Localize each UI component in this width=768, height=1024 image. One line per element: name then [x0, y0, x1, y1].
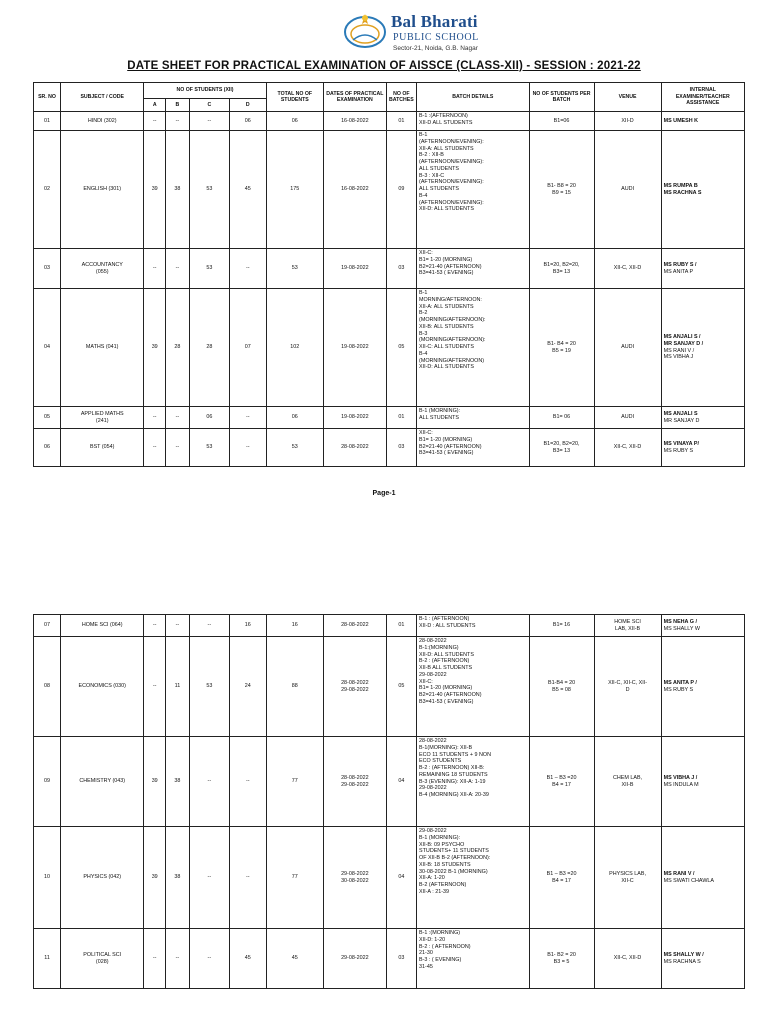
examiner-name: MS VINAYA P/: [663, 440, 699, 447]
cell-a: --: [144, 615, 166, 637]
cell-total: 16: [266, 615, 323, 637]
examiner-name: MS ANITA P /: [663, 679, 697, 686]
examiner-assistant: MS RACHNA S: [663, 958, 701, 965]
cell-subject: POLITICAL SCI (028): [61, 929, 144, 989]
cell-total: 88: [266, 637, 323, 737]
cell-sr: 09: [34, 737, 61, 827]
cell-examiner: [661, 289, 744, 407]
col-sec-d: D: [229, 99, 266, 112]
examiner-name: MS RUBY S /: [663, 261, 697, 268]
school-address: Sector-21, Noida, G.B. Nagar: [393, 45, 478, 52]
examiner-assistant: MS INDULA M: [663, 781, 699, 788]
cell-c: 53: [189, 249, 229, 289]
col-venue: VENUE: [594, 83, 661, 112]
cell-d: --: [229, 407, 266, 429]
cell-b: --: [166, 429, 190, 467]
cell-examiner: [661, 827, 744, 929]
cell-per-batch: B1=20, B2=20, B3= 13: [529, 429, 594, 467]
cell-batches: 09: [386, 131, 416, 249]
cell-total: 53: [266, 429, 323, 467]
cell-batches: 01: [386, 615, 416, 637]
cell-details: XII-C: B1= 1-20 (MORNING) B2=21-40 (AFTERNOON) B3=41-53 ( EVENING): [417, 249, 530, 289]
examiner-assistant: MS RUBY S: [663, 447, 694, 454]
cell-subject: ENGLISH (301): [61, 131, 144, 249]
cell-date: 29-08-2022: [323, 929, 386, 989]
cell-examiner: [661, 737, 744, 827]
cell-a: --: [144, 407, 166, 429]
cell-d: 07: [229, 289, 266, 407]
col-sec-b: B: [166, 99, 190, 112]
cell-sr: 05: [34, 407, 61, 429]
examiner-assistant: MS RANI V / MS VIBHA J: [663, 347, 695, 361]
cell-c: 53: [189, 637, 229, 737]
page-title: DATE SHEET FOR PRACTICAL EXAMINATION OF AISSCE (CLASS-XII) - SESSION : 2021-22: [127, 60, 641, 72]
cell-batches: 03: [386, 929, 416, 989]
cell-batches: 01: [386, 112, 416, 131]
cell-sr: 06: [34, 429, 61, 467]
cell-examiner: [661, 429, 744, 467]
cell-date: 19-08-2022: [323, 249, 386, 289]
cell-b: 38: [166, 131, 190, 249]
cell-venue: AUDI: [594, 131, 661, 249]
cell-a: --: [144, 249, 166, 289]
cell-batches: 05: [386, 637, 416, 737]
cell-a: --: [144, 929, 166, 989]
cell-subject: ACCOUNTANCY (055): [61, 249, 144, 289]
table-row: [34, 929, 745, 989]
date-sheet-table-2: [33, 614, 745, 989]
cell-subject: MATHS (041): [61, 289, 144, 407]
col-sr-no: SR. NO: [34, 83, 61, 112]
cell-venue: PHYSICS LAB, XII-C: [594, 827, 661, 929]
col-students-group: NO OF STUDENTS (XII): [144, 83, 266, 99]
page-number: Page-1: [372, 490, 396, 497]
cell-details: B-1 MORNING/AFTERNOON: XII-A: ALL STUDENTS B-2 (MORNING/AFTERNOON): XII-B: ALL STUDENTS B-3 (MORNING/AFTERNOON): XII-C: ALL STUDENTS B-4 (MORNING/AFTERNOON) XII-D: ALL STUDENTS: [417, 289, 530, 407]
cell-details: 28-08-2022 B-1(MORNING): XII-B ECO 11 STUDENTS + 9 NON ECO STUDENTS B-2 : (AFTERNOON) XII-B: REMAINING 18 STUDENTS B-3 (EVENING): XII-A: 1-19 29-08-2022 B-4 (MORNING) XII-A: 20-39: [417, 737, 530, 827]
cell-d: --: [229, 827, 266, 929]
cell-total: 175: [266, 131, 323, 249]
cell-sr: 07: [34, 615, 61, 637]
cell-sr: 10: [34, 827, 61, 929]
cell-per-batch: B1- B8 = 20 B9 = 15: [529, 131, 594, 249]
col-dates: DATES OF PRACTICAL EXAMINATION: [323, 83, 386, 112]
cell-date: 28-08-2022: [323, 429, 386, 467]
table-row: [34, 429, 745, 467]
cell-subject: CHEMISTRY (043): [61, 737, 144, 827]
cell-per-batch: B1 – B3 =20 B4 = 17: [529, 827, 594, 929]
cell-examiner: [661, 615, 744, 637]
cell-venue: HOME SCI LAB, XII-B: [594, 615, 661, 637]
cell-total: 45: [266, 929, 323, 989]
date-sheet-table-1: [33, 82, 745, 467]
school-emblem-icon: [343, 10, 387, 50]
cell-per-batch: B1-B4 = 20 B5 = 08: [529, 637, 594, 737]
cell-details: B-1 : (AFTERNOON) XII-D : ALL STUDENTS: [417, 615, 530, 637]
cell-total: 06: [266, 112, 323, 131]
cell-subject: HOME SCI (064): [61, 615, 144, 637]
cell-b: --: [166, 929, 190, 989]
table-row: [34, 827, 745, 929]
cell-date: 16-08-2022: [323, 112, 386, 131]
cell-venue: XII-D: [594, 112, 661, 131]
cell-examiner: [661, 407, 744, 429]
table-row: [34, 615, 745, 637]
cell-date: 16-08-2022: [323, 131, 386, 249]
cell-date: 28-08-2022 29-08-2022: [323, 637, 386, 737]
cell-details: B-1 (AFTERNOON/EVENING): XII-A: ALL STUDENTS B-2 : XII-B (AFTERNOON/EVENING): ALL STUDENTS B-3 : XII-C (AFTERNOON/EVENING): ALL STUDENTS B-4 (AFTERNOON/EVENING): XII-D: ALL STUDENTS: [417, 131, 530, 249]
table-row: [34, 737, 745, 827]
examiner-name: MS SHALLY W /: [663, 951, 704, 958]
cell-venue: XII-C, XII-D: [594, 429, 661, 467]
examiner-name: MS VIBHA J /: [663, 774, 698, 781]
cell-a: --: [144, 112, 166, 131]
cell-per-batch: B1= 06: [529, 407, 594, 429]
cell-per-batch: B1=06: [529, 112, 594, 131]
col-examiner: INTERNAL EXAMINER/TEACHER ASSISTANCE: [661, 83, 744, 112]
col-sec-c: C: [189, 99, 229, 112]
cell-total: 53: [266, 249, 323, 289]
examiner-assistant: MS SWATI CHAWLA: [663, 877, 715, 884]
cell-per-batch: B1- B2 = 20 B3 = 5: [529, 929, 594, 989]
cell-sr: 02: [34, 131, 61, 249]
examiner-name: MS ANJALI S: [663, 410, 698, 417]
cell-total: 06: [266, 407, 323, 429]
cell-venue: XII-C, XII-D: [594, 249, 661, 289]
cell-details: 29-08-2022 B-1 (MORNING): XII-B: 09 PSYCHO STUDENTS+ 11 STUDENTS OF XII-B B-2 (AFTERNOON): XII-B: 18 STUDENTS 30-08-2022 B-1 (MORNING) XII-A: 1-20 B-2 (AFTERNOON) XII-A : 21-39: [417, 827, 530, 929]
cell-b: 28: [166, 289, 190, 407]
school-name: Bal Bharati: [391, 12, 478, 31]
cell-c: 53: [189, 429, 229, 467]
cell-details: B-1 :(MORNING) XII-D: 1-20 B-2 : ( AFTERNOON) 21-30 B-3 : ( EVENING) 31-45: [417, 929, 530, 989]
cell-details: B-1 :(AFTERNOON) XII-D ALL STUDENTS: [417, 112, 530, 131]
cell-per-batch: B1- B4 = 20 B5 = 19: [529, 289, 594, 407]
cell-date: 28-08-2022: [323, 615, 386, 637]
cell-per-batch: B1= 16: [529, 615, 594, 637]
cell-venue: XII-C, XII-C, XII- D: [594, 637, 661, 737]
table-row: [34, 112, 745, 131]
cell-date: 28-08-2022 29-08-2022: [323, 737, 386, 827]
examiner-assistant: MS SHALLY W: [663, 625, 700, 632]
cell-b: 11: [166, 637, 190, 737]
examiner-name: MS ANJALI S / MR SANJAY D /: [663, 334, 704, 347]
cell-c: 28: [189, 289, 229, 407]
cell-subject: ECONOMICS (030): [61, 637, 144, 737]
col-subject: SUBJECT / CODE: [61, 83, 144, 112]
cell-venue: AUDI: [594, 407, 661, 429]
cell-c: --: [189, 737, 229, 827]
cell-d: 24: [229, 637, 266, 737]
cell-sr: 03: [34, 249, 61, 289]
cell-date: 19-08-2022: [323, 289, 386, 407]
cell-c: --: [189, 827, 229, 929]
cell-subject: HINDI (302): [61, 112, 144, 131]
cell-d: 45: [229, 929, 266, 989]
cell-details: B-1 (MORNING): ALL STUDENTS: [417, 407, 530, 429]
cell-c: --: [189, 615, 229, 637]
cell-sr: 01: [34, 112, 61, 131]
cell-sr: 04: [34, 289, 61, 407]
cell-d: --: [229, 429, 266, 467]
cell-examiner: [661, 637, 744, 737]
cell-examiner: [661, 249, 744, 289]
cell-a: 39: [144, 737, 166, 827]
cell-per-batch: B1=20, B2=20, B3= 13: [529, 249, 594, 289]
cell-subject: PHYSICS (042): [61, 827, 144, 929]
cell-date: 29-08-2022 30-08-2022: [323, 827, 386, 929]
cell-batches: 03: [386, 249, 416, 289]
examiner-name: MS UMESH K: [663, 117, 699, 124]
cell-c: 06: [189, 407, 229, 429]
cell-a: --: [144, 429, 166, 467]
cell-details: XII-C: B1= 1-20 (MORNING) B2=21-40 (AFTERNOON) B3=41-53 ( EVENING): [417, 429, 530, 467]
table-row: [34, 249, 745, 289]
examiner-assistant: MS ANITA P: [663, 268, 694, 275]
cell-venue: XII-C, XII-D: [594, 929, 661, 989]
cell-b: --: [166, 615, 190, 637]
cell-details: 28-08-2022 B-1:(MORNING) XII-D: ALL STUDENTS B-2 : (AFTERNOON) XII-B ALL STUDENTS 29-08-2022 XII-C: B1= 1-20 (MORNING) B2=21-40 (AFTERNOON) B3=41-53 ( EVENING): [417, 637, 530, 737]
cell-total: 102: [266, 289, 323, 407]
col-per-batch: NO OF STUDENTS PER BATCH: [529, 83, 594, 112]
col-batches: NO OF BATCHES: [386, 83, 416, 112]
cell-venue: CHEM LAB, XII-B: [594, 737, 661, 827]
examiner-assistant: MS RUBY S: [663, 686, 694, 693]
school-subtitle: PUBLIC SCHOOL: [393, 32, 479, 43]
cell-c: --: [189, 929, 229, 989]
col-batch-details: BATCH DETAILS: [417, 83, 530, 112]
cell-d: 06: [229, 112, 266, 131]
col-total: TOTAL NO OF STUDENTS: [266, 83, 323, 112]
cell-c: --: [189, 112, 229, 131]
table-row: [34, 289, 745, 407]
cell-subject: BST (054): [61, 429, 144, 467]
cell-a: 39: [144, 131, 166, 249]
table-row: [34, 637, 745, 737]
cell-examiner: [661, 929, 744, 989]
cell-batches: 04: [386, 737, 416, 827]
examiner-assistant: MR SANJAY D: [663, 417, 700, 424]
examiner-name: MS NEHA G /: [663, 618, 697, 625]
cell-date: 19-08-2022: [323, 407, 386, 429]
cell-a: 39: [144, 827, 166, 929]
cell-d: --: [229, 249, 266, 289]
cell-batches: 04: [386, 827, 416, 929]
cell-sr: 11: [34, 929, 61, 989]
cell-d: --: [229, 737, 266, 827]
cell-venue: AUDI: [594, 289, 661, 407]
cell-b: --: [166, 407, 190, 429]
cell-examiner: [661, 131, 744, 249]
cell-d: 16: [229, 615, 266, 637]
table-row: [34, 131, 745, 249]
cell-b: 38: [166, 737, 190, 827]
examiner-name: MS RANI V /: [663, 870, 695, 877]
cell-c: 53: [189, 131, 229, 249]
cell-per-batch: B1 – B3 =20 B4 = 17: [529, 737, 594, 827]
cell-b: --: [166, 112, 190, 131]
cell-b: --: [166, 249, 190, 289]
table-row: [34, 407, 745, 429]
cell-a: 39: [144, 289, 166, 407]
cell-subject: APPLIED MATHS (241): [61, 407, 144, 429]
cell-batches: 03: [386, 429, 416, 467]
col-sec-a: A: [144, 99, 166, 112]
cell-a: --: [144, 637, 166, 737]
cell-total: 77: [266, 827, 323, 929]
school-logo: [343, 8, 483, 56]
cell-b: 38: [166, 827, 190, 929]
cell-d: 45: [229, 131, 266, 249]
cell-batches: 05: [386, 289, 416, 407]
cell-sr: 08: [34, 637, 61, 737]
cell-total: 77: [266, 737, 323, 827]
examiner-name: MS RUMPA B MS RACHNA S: [663, 182, 702, 196]
cell-examiner: [661, 112, 744, 131]
cell-batches: 01: [386, 407, 416, 429]
